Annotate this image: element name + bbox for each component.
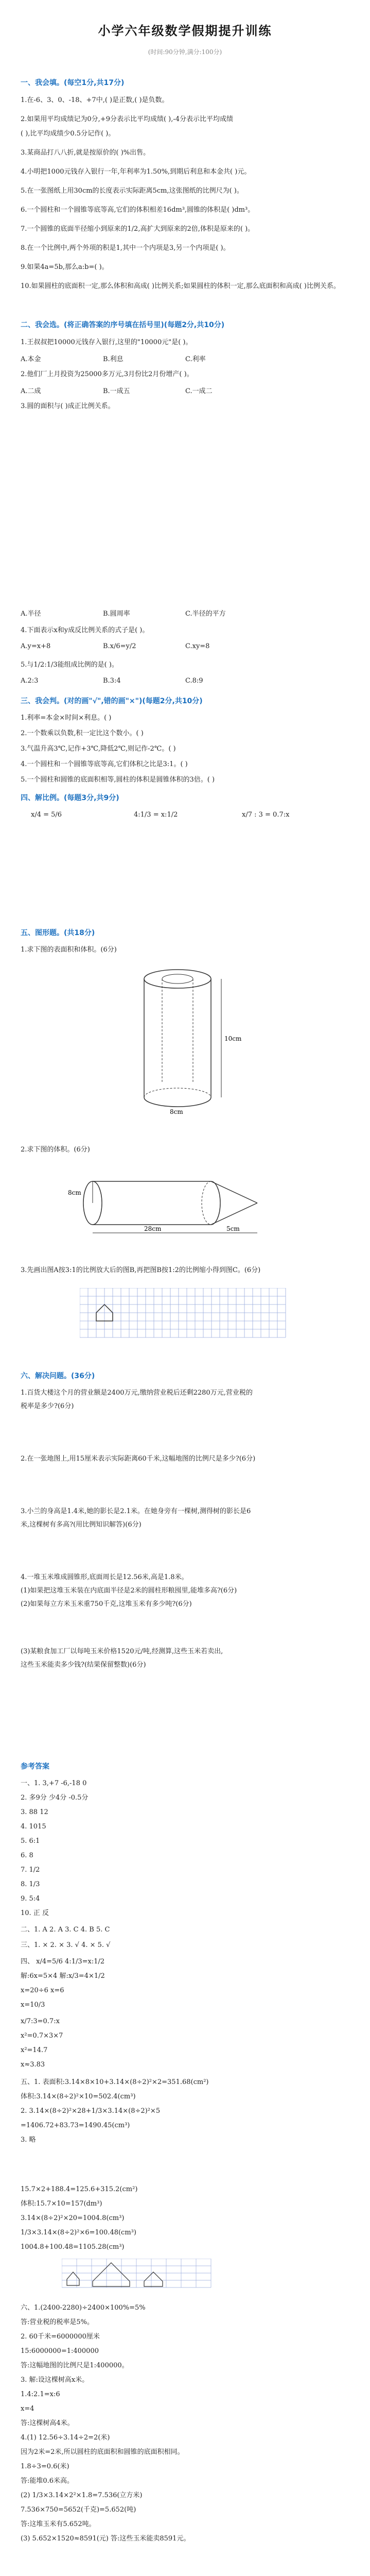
options-row (21, 353, 350, 363)
answer-line: 五、1. 表面积:3.14×8×10+3.14×(8÷2)²×2=351.68(cm²) (21, 2078, 209, 2086)
answer-line: 因为2米=2米,所以圆柱的底面积和圆锥的底面积相同。 (21, 2448, 184, 2456)
question-line: 6.一个圆柱和一个圆锥等底等高,它们的体积相差16dm³,圆锥的体积是( )dm³。 (21, 206, 255, 214)
question-line: 4.下面表示x和y成反比例关系的式子是( )。 (21, 626, 149, 634)
answer-line: x/7:3=0.7:x (21, 2018, 60, 2025)
answer-line: x²=14.7 (21, 2046, 48, 2054)
answer-line: 2. 60千米=6000000厘米 (21, 2333, 100, 2341)
question-line: 1.在-6、3、0、-18、+7中,( )是正数,( )是负数。 (21, 96, 169, 104)
answer-line: 8. 1/3 (21, 1880, 40, 1888)
question-line: 4.小明把1000元钱存入银行一年,年利率为1.50%,到期后利息和本金共( )元。 (21, 168, 251, 176)
question-line: 5.在一张图纸上用30cm的长度表示实际距离5cm,这张图纸的比例尺为( )。 (21, 187, 243, 195)
options-row (21, 385, 350, 395)
answer-line: 体积:3.14×(8÷2)²×10=502.4(cm³) (21, 2093, 136, 2100)
cylinder-cone-figure (62, 1172, 278, 1239)
question-line: 1.王叔叔把10000元钱存入银行,这里的"10000元"是( )。 (21, 338, 192, 346)
question-line: 2.一个数乘以负数,积一定比这个数小。( ) (21, 730, 144, 737)
answer-line: 9. 5:4 (21, 1895, 40, 1903)
answers-heading: 参考答案 (21, 1762, 49, 1771)
question-line: 3.气温升高3℃,记作+3℃,降低2℃,则记作-2℃。( ) (21, 745, 176, 753)
section-6-heading: 六、解决问题。(36分) (21, 1372, 95, 1380)
cylinder-diameter-label: 8cm (170, 1108, 183, 1115)
answer-line: 15.7×2+188.4=125.6+315.2(cm²) (21, 2185, 138, 2193)
question-line: 2.如果用平均成绩记为0分,+9分表示比平均成绩( ),-4分表示比平均成绩 (21, 115, 234, 123)
question-line: (3)某粮食加工厂以每吨玉米价格1520元/吨,经测算,这些玉米若卖出, (21, 1648, 223, 1655)
question-line: 8.在一个比例中,两个外项的积是1,其中一个内项是3,另一个内项是( )。 (21, 244, 230, 252)
answer-line: 答:这幅地图的比例尺是1:400000。 (21, 2362, 129, 2369)
answer-line: 解:6x=5×4 解:x/3=4×1/2 (21, 1972, 105, 1980)
answer-line: =1406.72+83.73=1490.45(cm³) (21, 2122, 130, 2129)
answer-line: 4.(1) 12.56÷3.14÷2=2(米) (21, 2434, 110, 2442)
question-line: 4.一堆玉米堆成圆锥形,底面周长是12.56米,高是1.8米。 (21, 1573, 188, 1581)
section-3-heading: 三、我会判。(对的画"√",错的画"×")(每题2分,共10分) (21, 697, 203, 705)
answer-line: 3. 解:设这棵树高x米。 (21, 2376, 89, 2384)
options-row (21, 677, 350, 685)
question-line: 5.与1/2:1/3能组成比例的是( )。 (21, 661, 118, 669)
answer-line: 3.14×(8÷2)²×20=1004.8(cm³) (21, 2214, 125, 2222)
answer-line: 答:能堆0.6米高。 (21, 2477, 74, 2485)
question-line: 3.小兰的身高是1.4米,她的影长是2.1米。在她身旁有一棵树,测得树的影长是6 (21, 1507, 251, 1515)
answer-line: 三、1. × 2. × 3. √ 4. × 5. √ (21, 1941, 111, 1949)
question-line: 4.一个圆柱和一个圆锥等底等高,它们体积之比是3:1。( ) (21, 760, 188, 768)
question-line: 1.求下图的表面积和体积。(6分) (21, 946, 117, 954)
cylinder-height-label: 10cm (224, 1035, 242, 1042)
answer-line: 7. 1/2 (21, 1866, 40, 1874)
answer-line: 1/3×3.14×(8÷2)²×6=100.48(cm³) (21, 2229, 136, 2236)
answer-line: (2) 1/3×3.14×2²×1.8=7.536(立方米) (21, 2492, 143, 2499)
question-line: 2.求下图的体积。(6分) (21, 1146, 90, 1154)
option-a[interactable]: A.y=x+8 (21, 642, 51, 650)
question-line: 2.他们厂上月投资为25000多万元,3月份比2月份增产( )。 (21, 370, 193, 378)
answer-line: 体积:15.7×10=157(dm³) (21, 2200, 102, 2208)
question-line: 米,这棵树有多高?(用比例知识解答)(6分) (21, 1521, 142, 1529)
options-row (21, 608, 350, 618)
equation: x/7 : 3 = 0.7:x (242, 811, 290, 819)
answer-line: 2. 多9分 少4分 -0.5分 (21, 1794, 89, 1802)
question-line: 1.利率=本金×时间×利息。( ) (21, 714, 112, 722)
answer-line: x=4 (21, 2405, 34, 2413)
answer-line: 四、 x/4=5/6 4:1/3=x:1/2 (21, 1958, 105, 1965)
answer-line: 6. 8 (21, 1852, 33, 1859)
section-2-heading: 二、我会选。(将正确答案的序号填在括号里)(每题2分,共10分) (21, 321, 225, 329)
options-row (21, 642, 350, 650)
answer-line: 答:营业税的税率是5%。 (21, 2318, 94, 2326)
option-c[interactable]: C.一成二 (185, 387, 213, 395)
page-subtitle: (时间:90分钟,满分:100分) (148, 48, 222, 56)
question-line: 3.某商品打八八折,就是按原价的( )%出售。 (21, 149, 150, 157)
option-b[interactable]: B.一成五 (103, 387, 130, 395)
question-line: 2.在一张地图上,用15厘米表示实际距离60千米,这幅地图的比例尺是多少?(6分) (21, 1455, 256, 1463)
answer-line: 1004.8+100.48=1105.28(cm³) (21, 2243, 125, 2251)
option-b[interactable]: B.圆周率 (103, 610, 130, 618)
answer-line: x=10/3 (21, 2001, 45, 2009)
cone-height-label: 5cm (226, 1225, 240, 1232)
answer-line: 3. 略 (21, 2136, 36, 2144)
question-line: 3.圆的面积与( )成正比例关系。 (21, 402, 115, 410)
option-c[interactable]: C.半径的平方 (185, 610, 226, 618)
question-line: 9.如果4a=5b,那么a:b=( )。 (21, 263, 109, 271)
answer-line: 2. 3.14×(8÷2)²×28+1/3×3.14×(8÷2)²×5 (21, 2107, 161, 2115)
section-1-heading: 一、我会填。(每空1分,共17分) (21, 79, 125, 87)
question-line: 5.一个圆柱和圆锥的底面积相等,圆柱的体积是圆锥体积的3倍。( ) (21, 776, 215, 784)
option-a[interactable]: A.二成 (21, 387, 41, 395)
question-line: 1.百货大楼这个月的营业额是2400万元,缴纳营业税后还剩2280万元,营业税的 (21, 1389, 253, 1397)
answer-line: (3) 5.652×1520≈8591(元) 答:这些玉米能卖8591元。 (21, 2535, 190, 2543)
answer-line: 3. 88 12 (21, 1808, 48, 1816)
option-a[interactable]: A.2:3 (21, 677, 39, 685)
equation: x/4 = 5/6 (31, 811, 62, 819)
answer-line: 一、1. 3,+7 -6,-18 0 (21, 1780, 87, 1787)
option-a[interactable]: A.半径 (21, 610, 41, 618)
answer-line: 答:这棵树高4米。 (21, 2419, 74, 2427)
answer-line: x≈3.83 (21, 2061, 45, 2069)
section-5-heading: 五、图形题。(共18分) (21, 929, 95, 937)
answer-grid-figure (62, 2259, 216, 2295)
option-c[interactable]: C.8:9 (185, 677, 203, 685)
question-line: 税率是多少?(6分) (21, 1402, 74, 1410)
cylinder-length-label: 28cm (144, 1225, 162, 1232)
answer-line: 1.8÷3=0.6(米) (21, 2463, 69, 2470)
answer-line: 7.536×750=5652(千克)=5.652(吨) (21, 2506, 136, 2514)
option-c[interactable]: C.xy=8 (185, 642, 210, 650)
answer-line: 15:6000000=1:400000 (21, 2347, 99, 2355)
question-line: (2)如果每立方米玉米重750千克,这堆玉米有多少吨?(6分) (21, 1600, 192, 1608)
answer-line: 答:这堆玉米有5.652吨。 (21, 2520, 96, 2528)
answer-line: 二、1. A 2. A 3. C 4. B 5. C (21, 1926, 110, 1934)
answer-line: 10. 正 反 (21, 1909, 49, 1917)
option-c[interactable]: C.利率 (185, 355, 206, 363)
option-a[interactable]: A.本金 (21, 355, 41, 363)
radius-label: 8cm (68, 1189, 81, 1196)
answer-line: 5. 6:1 (21, 1837, 40, 1845)
question-line: 3.先画出图A按3:1的比例放大后的图B,再把图B按1:2的比例缩小得到图C。(6分) (21, 1266, 261, 1274)
question-line: 10.如果圆柱的底面积一定,那么体积和高成( )比例关系;如果圆柱的体积一定,那么底面积和高成( )比例关系。 (21, 282, 340, 290)
option-b[interactable]: B.3:4 (103, 677, 121, 685)
section-4-heading: 四、解比例。(每题3分,共9分) (21, 794, 119, 802)
equation: 4:1/3 = x:1/2 (134, 811, 178, 819)
answer-line: x=20÷6 x=6 (21, 1987, 64, 1994)
answer-line: 4. 1015 (21, 1823, 46, 1831)
question-line: (1)如果把这堆玉米装在内底面半径是2米的圆柱形粮囤里,能堆多高?(6分) (21, 1587, 237, 1595)
answer-line: 1.4:2.1=x:6 (21, 2391, 60, 2398)
grid-figure (80, 1288, 291, 1340)
answer-line: 六、1.(2400-2280)÷2400×100%=5% (21, 2304, 146, 2312)
answer-line: x²=0.7×3×7 (21, 2032, 63, 2040)
option-b[interactable]: B.x/6=y/2 (103, 642, 136, 650)
cylinder-figure (129, 963, 247, 1118)
question-line: 7.一个圆锥的底面半径缩小到原来的1/2,高扩大到原来的2倍,体积是原来的( )。 (21, 225, 255, 233)
page-title: 小学六年级数学假期提升训练 (98, 24, 272, 38)
question-line: ( ),比平均成绩少0.5分记作( )。 (21, 130, 115, 138)
option-b[interactable]: B.利息 (103, 355, 124, 363)
question-line: 这些玉米能卖多少钱?(结果保留整数)(6分) (21, 1661, 146, 1669)
